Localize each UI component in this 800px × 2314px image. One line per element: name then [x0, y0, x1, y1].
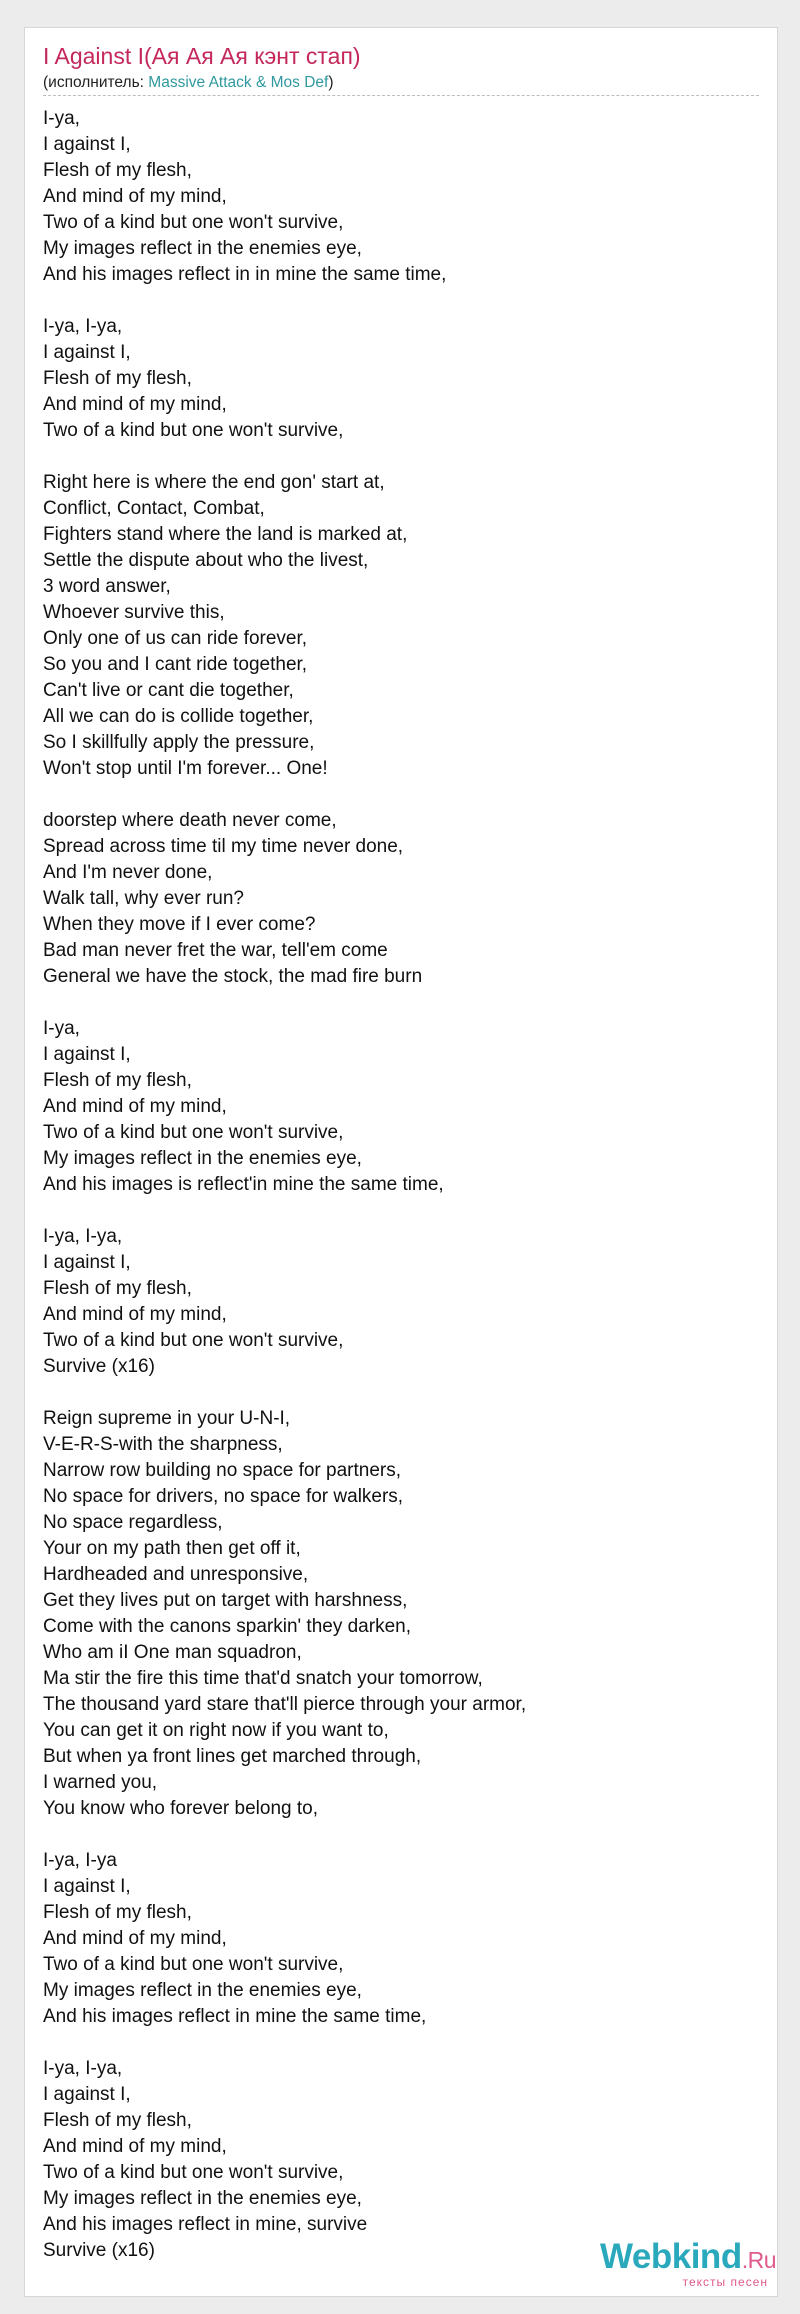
lyric-line: Two of a kind but one won't survive, — [43, 2162, 344, 2183]
lyric-line: And mind of my mind, — [43, 394, 227, 415]
lyric-line: And his images reflect in mine the same time, — [43, 2006, 427, 2027]
lyric-line: So I skillfully apply the pressure, — [43, 732, 315, 753]
lyric-line: I-ya, I-ya, — [43, 1226, 123, 1247]
lyric-line: But when ya front lines get marched through, — [43, 1746, 422, 1767]
logo-tagline: тексты песен — [682, 2275, 768, 2289]
lyric-line: Who am iI One man squadron, — [43, 1642, 302, 1663]
lyric-line: Flesh of my flesh, — [43, 368, 192, 389]
lyric-line: I against I, — [43, 2084, 131, 2105]
artist-link[interactable]: Massive Attack & Mos Def — [148, 74, 329, 91]
lyric-line: I against I, — [43, 1876, 131, 1897]
lyric-line: And mind of my mind, — [43, 2136, 227, 2157]
lyric-line: I against I, — [43, 1044, 131, 1065]
lyric-line: Settle the dispute about who the livest, — [43, 550, 369, 571]
lyric-line: When they move if I ever come? — [43, 914, 316, 935]
lyric-line: Reign supreme in your U-N-I, — [43, 1408, 291, 1429]
lyric-line: I warned you, — [43, 1772, 158, 1793]
lyric-line: Flesh of my flesh, — [43, 1070, 192, 1091]
lyric-line: Won't stop until I'm forever... One! — [43, 758, 328, 779]
lyric-line: I against I, — [43, 342, 131, 363]
lyric-line: Right here is where the end gon' start at, — [43, 472, 385, 493]
stanza-gap — [43, 288, 763, 314]
lyrics-card — [24, 27, 778, 2297]
lyric-line: Come with the canons sparkin' they darken, — [43, 1616, 411, 1637]
lyric-line: Whoever survive this, — [43, 602, 225, 623]
lyric-line: Flesh of my flesh, — [43, 160, 192, 181]
webkind-logo[interactable] — [600, 2238, 776, 2288]
header-divider — [43, 95, 759, 96]
lyric-line: You can get it on right now if you want to, — [43, 1720, 389, 1741]
lyric-line: Narrow row building no space for partners, — [43, 1460, 402, 1481]
logo-wordmark — [600, 2238, 776, 2279]
lyric-line: All we can do is collide together, — [43, 706, 314, 727]
lyric-line: Two of a kind but one won't survive, — [43, 212, 344, 233]
lyric-line: Conflict, Contact, Combat, — [43, 498, 265, 519]
artist-prefix: (исполнитель: — [43, 74, 149, 91]
lyric-line: So you and I cant ride together, — [43, 654, 308, 675]
lyric-line: Two of a kind but one won't survive, — [43, 420, 344, 441]
lyric-line: Can't live or cant die together, — [43, 680, 294, 701]
lyric-line: Survive (x16) — [43, 1356, 155, 1377]
lyric-line: V-E-R-S-with the sharpness, — [43, 1434, 283, 1455]
lyric-line: Fighters stand where the land is marked at, — [43, 524, 408, 545]
lyrics-body — [43, 106, 763, 2264]
lyric-line: I-ya, — [43, 1018, 80, 1039]
lyric-line: I-ya, — [43, 108, 80, 129]
lyric-line: I against I, — [43, 1252, 131, 1273]
lyric-line: I-ya, I-ya — [43, 1850, 117, 1871]
lyric-line: And mind of my mind, — [43, 1928, 227, 1949]
lyric-line: Two of a kind but one won't survive, — [43, 1330, 344, 1351]
lyric-line: And mind of my mind, — [43, 186, 227, 207]
lyric-line: I against I, — [43, 134, 131, 155]
lyric-line: Two of a kind but one won't survive, — [43, 1954, 344, 1975]
lyric-line: doorstep where death never come, — [43, 810, 337, 831]
lyric-line: Flesh of my flesh, — [43, 1902, 192, 1923]
stanza-gap — [43, 1198, 763, 1224]
lyric-line: Get they lives put on target with harshness, — [43, 1590, 408, 1611]
logo-main-text: Webkind — [600, 2237, 742, 2276]
lyric-line: Only one of us can ride forever, — [43, 628, 308, 649]
lyric-line: Two of a kind but one won't survive, — [43, 1122, 344, 1143]
lyric-line: General we have the stock, the mad fire burn — [43, 966, 423, 987]
lyric-line: And mind of my mind, — [43, 1096, 227, 1117]
artist-line — [43, 73, 333, 93]
lyric-line: You know who forever belong to, — [43, 1798, 318, 1819]
lyric-line: The thousand yard stare that'll pierce through your armor, — [43, 1694, 527, 1715]
lyric-line: My images reflect in the enemies eye, — [43, 238, 362, 259]
lyric-line: No space regardless, — [43, 1512, 223, 1533]
stanza-gap — [43, 1822, 763, 1848]
lyric-line: I-ya, I-ya, — [43, 2058, 123, 2079]
lyric-line: Survive (x16) — [43, 2240, 155, 2261]
lyric-line: And his images reflect in mine, survive — [43, 2214, 368, 2235]
lyric-line: 3 word answer, — [43, 576, 171, 597]
stanza-gap — [43, 1380, 763, 1406]
lyric-line: And mind of my mind, — [43, 1304, 227, 1325]
lyric-line: I-ya, I-ya, — [43, 316, 123, 337]
lyric-line: My images reflect in the enemies eye, — [43, 1148, 362, 1169]
lyric-line: My images reflect in the enemies eye, — [43, 2188, 362, 2209]
lyric-line: Walk tall, why ever run? — [43, 888, 244, 909]
lyric-line: Flesh of my flesh, — [43, 1278, 192, 1299]
lyric-line: No space for drivers, no space for walkers, — [43, 1486, 404, 1507]
song-title: I Against I(Ая Ая Ая кэнт стап) — [43, 43, 361, 69]
lyric-line: And I'm never done, — [43, 862, 213, 883]
lyric-line: Spread across time til my time never done, — [43, 836, 404, 857]
lyric-line: And his images reflect in in mine the same time, — [43, 264, 447, 285]
lyric-line: My images reflect in the enemies eye, — [43, 1980, 362, 2001]
stanza-gap — [43, 990, 763, 1016]
stanza-gap — [43, 2030, 763, 2056]
lyric-line: And his images is reflect'in mine the same time, — [43, 1174, 444, 1195]
artist-suffix: ) — [328, 74, 334, 91]
lyric-line: Hardheaded and unresponsive, — [43, 1564, 309, 1585]
lyric-line: Ma stir the fire this time that'd snatch your tomorrow, — [43, 1668, 483, 1689]
logo-tld: .Ru — [741, 2247, 776, 2273]
lyric-line: Your on my path then get off it, — [43, 1538, 301, 1559]
lyric-line: Bad man never fret the war, tell'em come — [43, 940, 388, 961]
lyric-line: Flesh of my flesh, — [43, 2110, 192, 2131]
stanza-gap — [43, 782, 763, 808]
stanza-gap — [43, 444, 763, 470]
